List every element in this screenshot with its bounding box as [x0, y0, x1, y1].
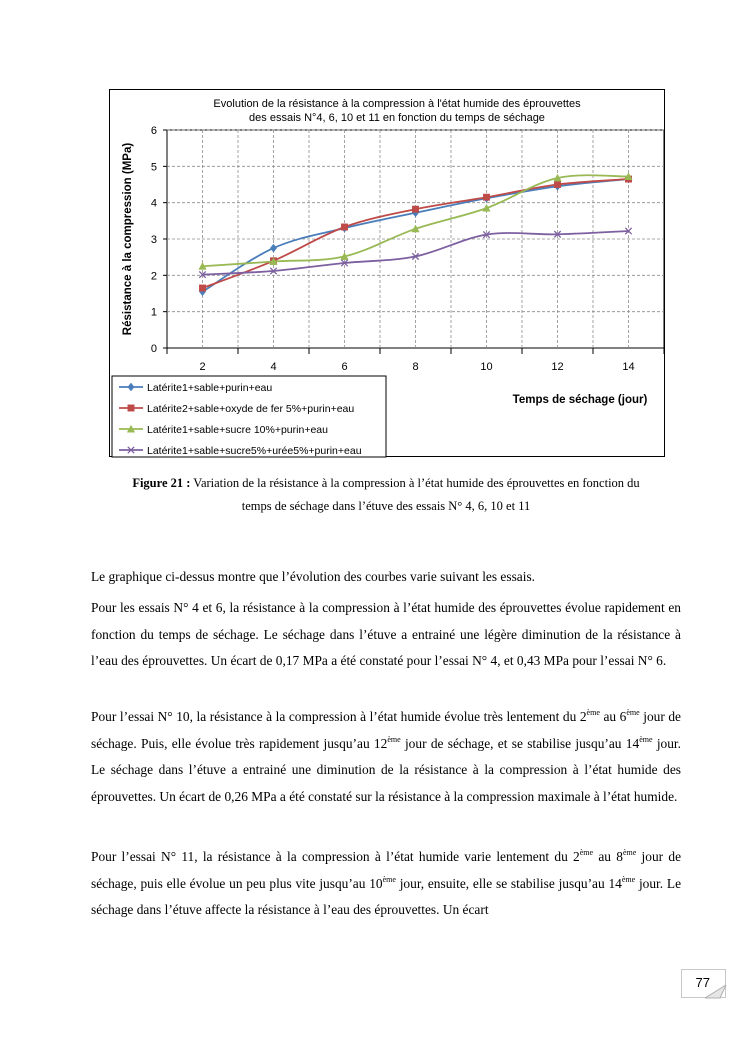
y-tick-label: 6	[150, 125, 157, 137]
y-tick-label: 0	[150, 343, 157, 355]
y-tick-label: 5	[150, 161, 157, 174]
data-point-series-2	[199, 285, 205, 291]
x-tick-label: 2	[199, 361, 206, 373]
y-tick-label: 3	[150, 234, 157, 246]
figure-caption	[92, 472, 680, 518]
paragraph-2: Pour les essais N° 4 et 6, la résistance à la compression à l’état humide des éprouvettes évolue rapidement en fonction du temps de séchage. Le séchage dans l’étuve a entrainé une légère diminution de la résistance à l’eau des éprouvettes. Un écart de 0,17 MPa a été constaté pour l’essai N° 4, et 0,43 MPa pour l’essai N° 6.	[91, 600, 681, 668]
page-curl-icon	[705, 985, 727, 999]
y-axis-label: Résistance à la compression (MPa)	[122, 142, 134, 336]
legend-label-2: Latérite2+sable+oxyde de fer 5%+purin+eau	[147, 403, 355, 415]
y-tick-label: 2	[150, 270, 157, 283]
page-number: 77	[695, 975, 710, 990]
y-tick-label: 4	[150, 197, 157, 210]
legend-label-3: Latérite1+sable+sucre 10%+purin+eau	[147, 424, 328, 436]
caption-label: Figure 21 :	[132, 476, 191, 490]
legend-label-1: Latérite1+sable+purin+eau	[147, 382, 273, 394]
data-point-series-1	[270, 244, 276, 252]
paragraph-3: Pour l’essai N° 10, la résistance à la compression à l’état humide évolue très lentement du 2ème au 6ème jour de séchage. Puis, elle évolue très rapidement jusqu’au 12ème jour de séchage, et se stabilise jusqu’au 14ème jour. Le séchage dans l’étuve a entrainé une diminution de la résistance à la compression à l’état humide des éprouvettes. Un écart de 0,26 MPa a été constaté sur la résistance à la compression maximale à l’état humide.	[91, 708, 682, 804]
paragraph-4: Pour l’essai N° 11, la résistance à la compression à l’état humide varie lentement du 2ème au 8ème jour de séchage, puis elle évolue un peu plus vite jusqu’au 10ème jour, ensuite, elle se stabilise jusqu’au 14ème jour. Le séchage dans l’étuve affecte la résistance à l’eau des éprouvettes. Un écart	[91, 848, 682, 917]
x-tick-label: 8	[412, 361, 419, 373]
caption-text-1: Variation de la résistance à la compression à l’état humide des éprouvettes en fonction du	[190, 476, 640, 490]
data-point-series-2	[483, 194, 489, 200]
x-tick-label: 14	[622, 361, 635, 373]
x-tick-label: 12	[551, 361, 564, 373]
chart	[110, 90, 666, 458]
legend-label-4: Latérite1+sable+sucre5%+urée5%+purin+eau	[147, 445, 362, 457]
data-point-series-2	[554, 181, 560, 187]
caption-line-2: temps de séchage dans l’étuve des essais N° 4, 6, 10 et 11	[241, 499, 531, 513]
x-tick-label: 6	[341, 361, 348, 373]
x-tick-label: 10	[480, 361, 493, 373]
data-point-series-2	[412, 206, 418, 212]
paragraph-1: Le graphique ci-dessus montre que l’évolution des courbes varie suivant les essais.	[91, 569, 536, 584]
chart-title-line-2: des essais N°4, 6, 10 et 11 en fonction du temps de séchage	[249, 112, 545, 124]
chart-title-line-1: Evolution de la résistance à la compression à l'état humide des éprouvettes	[213, 98, 581, 110]
chart-frame	[109, 89, 665, 457]
y-tick-label: 1	[150, 306, 157, 319]
data-point-series-2	[341, 224, 347, 230]
legend	[112, 376, 386, 457]
x-axis-label: Temps de séchage (jour)	[512, 394, 648, 406]
caption-line-1	[92, 472, 680, 495]
x-tick-label: 4	[270, 361, 277, 373]
legend-marker-2	[128, 405, 134, 411]
